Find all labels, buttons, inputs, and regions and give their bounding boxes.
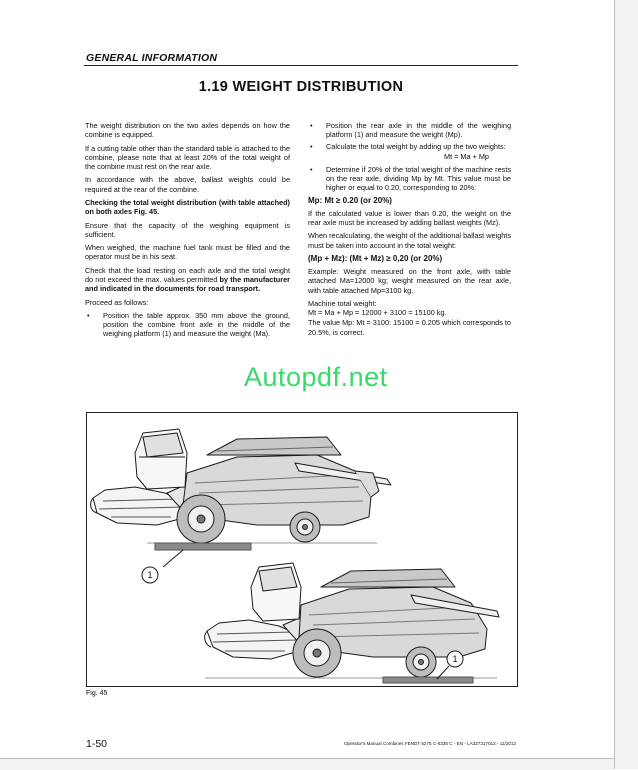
figure-caption: Fig. 45: [86, 690, 108, 697]
page-edge-bottom: [0, 758, 614, 770]
paragraph: [308, 299, 511, 317]
subheading: Checking the total weight distribution (with table attached) on both axles Fig. 45.: [85, 197, 290, 217]
right-column: [308, 121, 511, 341]
paragraph: Proceed as follows:: [85, 297, 149, 307]
bullet-item: • Position the rear axle in the middle of the weighing platform (1) and measure the weight (Mp).: [308, 121, 511, 139]
callout-1: 1: [452, 654, 458, 664]
left-column: [85, 121, 290, 342]
formula-ballast: (Mp + Mz): (Mt + Mz) ≥ 0,20 (or 20%): [308, 254, 443, 263]
paragraph: If the calculated value is lower than 0.20, the weight on the rear axle must be increased by adding ballast weights (Mz).: [308, 208, 511, 228]
paragraph: [85, 266, 290, 294]
bullet-item: • Position the table approx. 350 mm above the ground, position the combine front axle in the middle of the weighing platform (1) and measure the weight (Ma).: [85, 311, 290, 339]
page-title: 1.19 WEIGHT DISTRIBUTION: [198, 79, 404, 95]
paragraph-emphasis: by the manufacturer and indicated in the documents for road transport.: [85, 274, 290, 294]
bullet-item: • Determine if 20% of the total weight of the machine rests on the rear axle, dividing Mp by Mt. This value must be higher or equal to 0.20, corresponding to 20%:: [308, 165, 511, 193]
header-rule: [84, 65, 518, 66]
watermark: Autopdf.net: [244, 362, 388, 392]
formula-total-weight: Mt = Ma + Mp: [443, 151, 489, 161]
callout-1: 1: [147, 570, 153, 580]
paragraph: When recalculating, the weight of the additional ballast weights must be taken into account in the total weight:: [308, 231, 511, 250]
section-header: GENERAL INFORMATION: [86, 52, 218, 64]
formula-ratio: Mp: Mt ≥ 0.20 (or 20%): [308, 195, 392, 205]
paragraph: The weight distribution on the two axles depends on how the combine is equipped.: [85, 121, 290, 140]
combine-rear-axle-weighing: [205, 563, 499, 683]
combine-weighing-illustration: [87, 413, 517, 686]
paragraph: The value Mp: Mt = 3100: 15100 = 0.205 which corresponds to 20.5%, is correct.: [308, 318, 511, 337]
combine-front-axle-weighing: [91, 429, 391, 583]
bullet-item: • Calculate the total weight by adding up the two weights:: [308, 142, 511, 151]
page-edge-right: [614, 0, 638, 769]
paragraph-text: Machine total weight:: [308, 299, 377, 308]
paragraph: Ensure that the capacity of the weighing equipment is sufficient.: [85, 220, 290, 239]
paragraph-text: Check that the load resting on each axle and the total weight do not exceed the max. values permitted: [85, 265, 290, 284]
footer-reference: Operator's Manual Combines FENDT 5275 C-6335 C - EN - LA327317012 - 11/2012: [343, 741, 516, 746]
paragraph: In accordance with the above, ballast weights could be required at the rear of the combine.: [85, 175, 290, 194]
page-number: 1-50: [86, 738, 108, 750]
paragraph-text: Mt = Ma + Mp = 12000 + 3100 = 15100 kg.: [308, 308, 447, 318]
paragraph: Example: Weight measured on the front axle, with table attached Ma=12000 kg; weight measured on the rear axle, with table attached Mp=3100 kg.: [308, 267, 511, 295]
paragraph: When weighed, the machine fuel tank must be filled and the operator must be in his seat.: [85, 243, 290, 262]
paragraph: If a cutting table other than the standard table is attached to the combine, please note that at least 20% of the total weight of the combine must rest on the rear axle.: [85, 143, 290, 171]
figure-45: [86, 412, 518, 687]
